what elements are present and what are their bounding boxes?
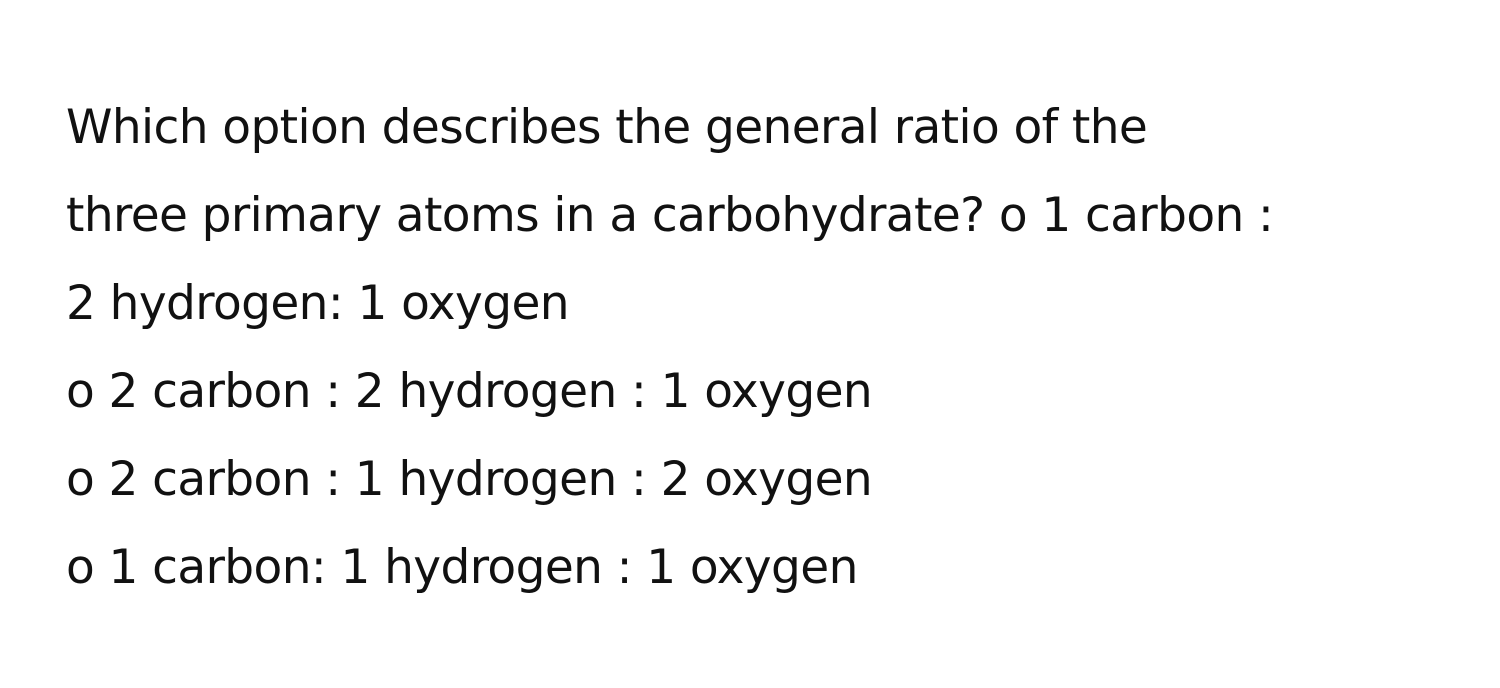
question-line-3: 2 hydrogen: 1 oxygen xyxy=(66,276,569,331)
question-line-1: Which option describes the general ratio of the xyxy=(66,100,1148,155)
option-line-4: o 1 carbon: 1 hydrogen : 1 oxygen xyxy=(66,540,858,595)
question-line-2: three primary atoms in a carbohydrate? o 1 carbon : xyxy=(66,188,1274,243)
option-line-2: o 2 carbon : 2 hydrogen : 1 oxygen xyxy=(66,364,873,419)
option-line-3: o 2 carbon : 1 hydrogen : 2 oxygen xyxy=(66,452,873,507)
question-text xyxy=(66,84,1466,612)
